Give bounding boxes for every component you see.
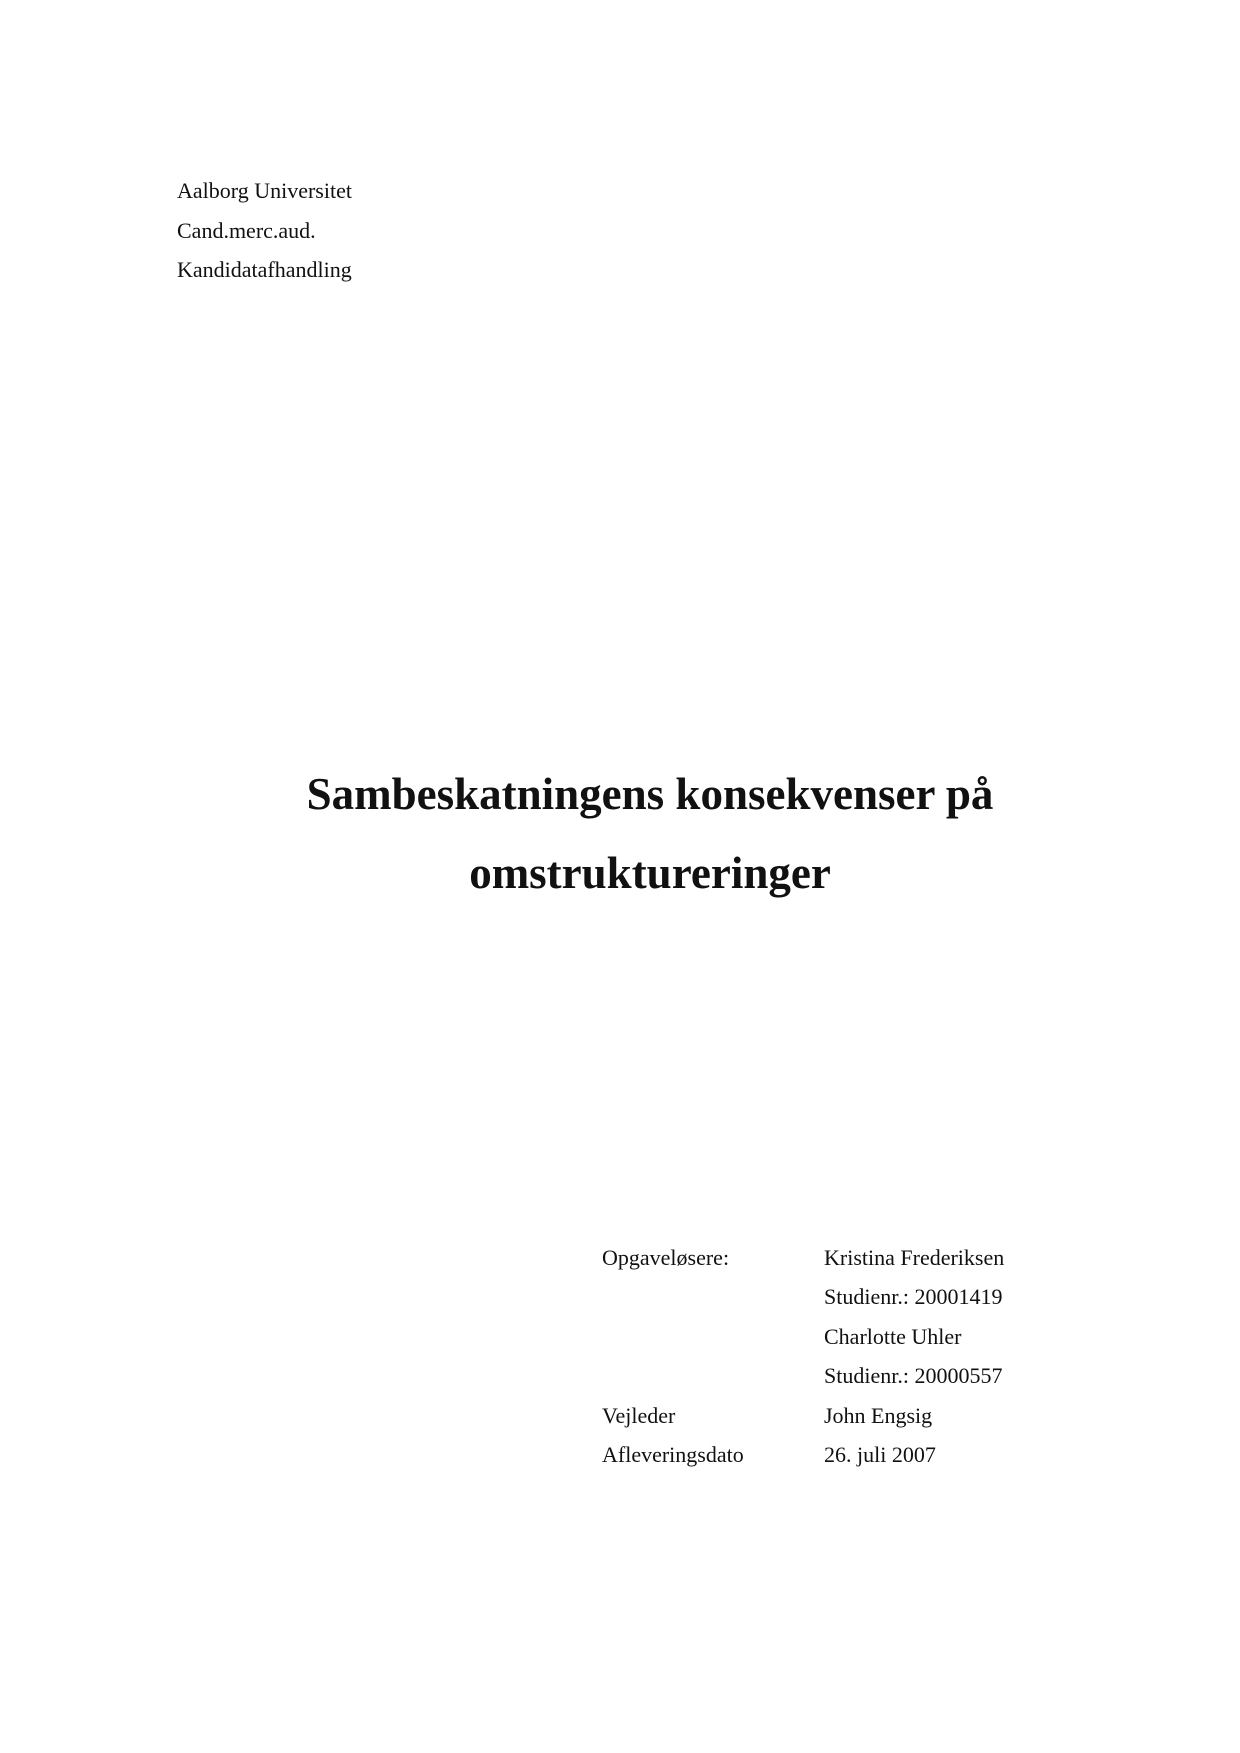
info-row [602,1238,1004,1278]
info-row [602,1396,1004,1436]
title-line-1: Sambeskatningens konsekvenser på [306,769,994,819]
empty-label [602,1317,824,1357]
program-name: Cand.merc.aud. [177,217,316,243]
supervisor-label: Vejleder [602,1402,676,1428]
author2-student-number: Studienr.: 20000557 [824,1363,1003,1389]
author2-name: Charlotte Uhler [824,1323,962,1349]
info-row [602,1357,1004,1397]
author1-student-number: Studienr.: 20001419 [824,1284,1003,1310]
submission-date: 26. juli 2007 [824,1442,936,1468]
authors-label: Opgaveløsere: [602,1244,730,1270]
thesis-info-table [602,1238,1004,1475]
empty-label [602,1357,824,1397]
empty-label [602,1278,824,1318]
supervisor-name: John Engsig [824,1402,933,1428]
date-label: Afleveringsdato [602,1442,744,1468]
info-row [602,1278,1004,1318]
author1-name: Kristina Frederiksen [824,1244,1005,1270]
info-row [602,1317,1004,1357]
document-type: Kandidatafhandling [177,257,352,282]
thesis-title [0,755,1240,913]
university-name: Aalborg Universitet [177,178,352,203]
title-line-2: omstruktureringer [469,848,831,898]
info-row [602,1436,1004,1476]
header-block [177,171,352,290]
